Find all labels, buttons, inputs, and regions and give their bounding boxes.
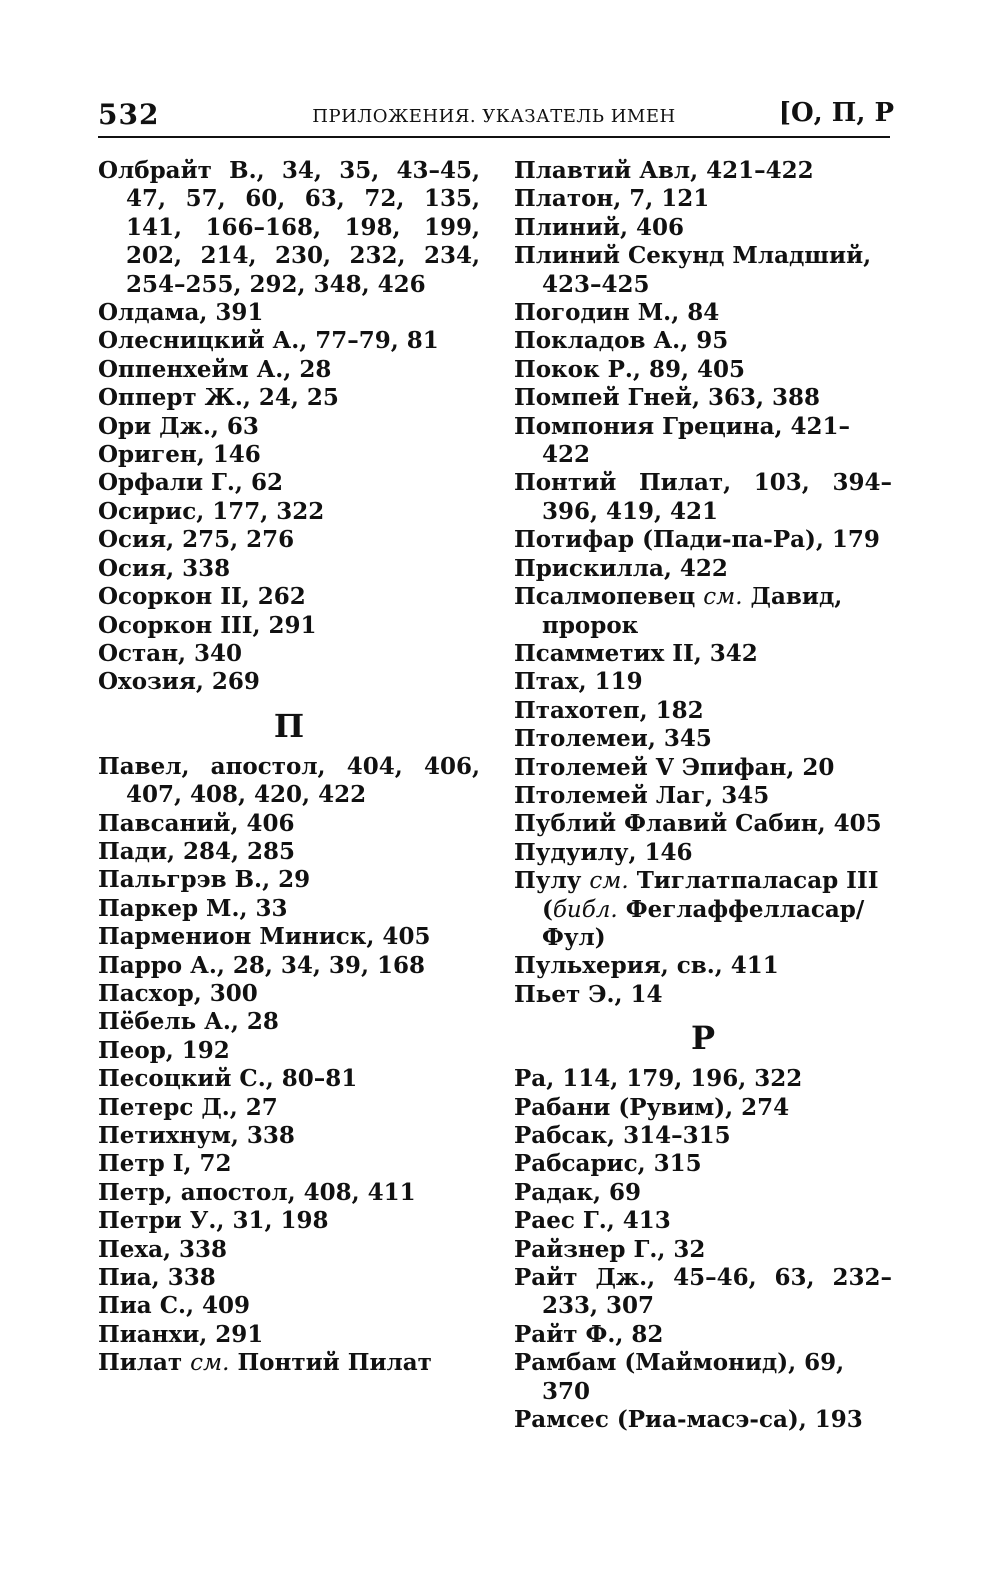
index-entry: Опперт Ж., 24, 25 <box>98 384 339 412</box>
index-entry: Пасхор, 300 <box>98 979 258 1007</box>
section-letter-p: П <box>273 706 305 745</box>
index-entry: Помпония Грецина, 421–422 <box>514 412 851 469</box>
index-entry: Рамсес (Риа-масэ-са), 193 <box>514 1406 863 1434</box>
running-title: ПРИЛОЖЕНИЯ. УКАЗАТЕЛЬ ИМЕН <box>312 106 676 127</box>
index-entry: Прискилла, 422 <box>514 554 728 582</box>
index-entry: Птолемеи, 345 <box>514 725 712 753</box>
index-entry: Райт Ф., 82 <box>514 1320 664 1348</box>
r-entries <box>514 1065 892 1434</box>
entry-target: Понтий Пилат <box>237 1349 432 1377</box>
index-entry: Осия, 338 <box>98 554 231 582</box>
index-entry: Псамметих II, 342 <box>514 639 758 667</box>
index-entry: Оппенхейм А., 28 <box>98 355 332 383</box>
index-entry: Пальгрэв В., 29 <box>98 866 311 894</box>
index-entry: Пиа, 338 <box>98 1264 216 1292</box>
index-entry: Птолемей V Эпифан, 20 <box>514 753 835 781</box>
index-entry: Рабани (Рувим), 274 <box>514 1093 790 1121</box>
page-number: 532 <box>98 98 160 131</box>
index-entry: Птолемей Лаг, 345 <box>514 781 770 809</box>
index-entry: Потифар (Пади-па-Ра), 179 <box>514 526 880 554</box>
entry-name: Пилат <box>98 1349 183 1377</box>
index-entry-pilat <box>98 1349 480 1377</box>
index-entry: Покладов А., 95 <box>514 327 729 355</box>
section-letter-r: Р <box>690 1019 716 1058</box>
entry-target: Давид, пророк <box>542 583 843 639</box>
p-entries <box>98 753 480 1378</box>
entry-rest: Феглаффелласар/ Фул) <box>542 895 865 951</box>
index-entry: Платон, 7, 121 <box>514 185 710 213</box>
index-entry: Паркер М., 33 <box>98 894 288 922</box>
index-entry: Петр I, 72 <box>98 1150 232 1178</box>
bibl-reference: библ. <box>552 896 618 923</box>
index-entry: Птахотеп, 182 <box>514 696 704 724</box>
index-entry: Пеор, 192 <box>98 1036 230 1064</box>
index-entry: Олдама, 391 <box>98 299 264 327</box>
index-entry: Пеха, 338 <box>98 1235 227 1263</box>
index-entry: Петихнум, 338 <box>98 1122 295 1149</box>
index-entry: Рабсарис, 315 <box>514 1150 702 1178</box>
entry-name: Псалмопевец <box>514 583 696 611</box>
index-entry: Помпей Гней, 363, 388 <box>514 384 821 412</box>
index-entry: Плиний, 406 <box>514 213 684 241</box>
index-entry: Охозия, 269 <box>98 668 260 696</box>
index-entry: Пади, 284, 285 <box>98 837 296 865</box>
index-entry: Осоркон III, 291 <box>98 611 317 639</box>
index-entry: Павсаний, 406 <box>98 809 295 837</box>
index-entry: Пьет Э., 14 <box>514 980 663 1008</box>
index-entry: Парменион Миниск, 405 <box>98 923 431 951</box>
index-entry: Олесницкий А., 77–79, 81 <box>98 327 439 355</box>
index-entry: Петр, апостол, 408, 411 <box>98 1178 416 1206</box>
running-header <box>98 96 894 138</box>
index-entry: Птах, 119 <box>514 668 643 696</box>
index-entry: Олбрайт В., 34, 35, 43–45, 47, 57, 60, 63, 72, 135, 141, 166–168, 198, 199, 202, 214, 230, 232, 234, 254–255, 292, 348, 426 <box>98 157 480 298</box>
index-entry-psalm <box>514 583 892 640</box>
see-reference: см. <box>589 868 629 895</box>
index-entry: Орфали Г., 62 <box>98 469 283 497</box>
index-entry: Публий Флавий Сабин, 405 <box>514 810 882 838</box>
index-entry: Плиний Секунд Младший, 423–425 <box>514 242 872 298</box>
index-entry: Рабсак, 314–315 <box>514 1122 731 1149</box>
index-entry: Радак, 69 <box>514 1178 642 1206</box>
index-entry: Ори Дж., 63 <box>98 412 259 440</box>
index-entry: Пёбель А., 28 <box>98 1008 279 1036</box>
left-column <box>98 157 480 1378</box>
index-entry: Осия, 275, 276 <box>98 526 295 554</box>
index-entry: Осоркон II, 262 <box>98 583 306 611</box>
index-entry: Раес Г., 413 <box>514 1207 671 1235</box>
index-entry: Пудуилу, 146 <box>514 838 693 866</box>
o-entries <box>98 157 480 697</box>
index-entry: Пульхерия, св., 411 <box>514 952 779 980</box>
index-entry: Плавтий Авл, 421–422 <box>514 157 814 184</box>
letter-range: [О, П, Р <box>778 98 894 128</box>
index-entry: Погодин М., 84 <box>514 299 720 327</box>
index-entry: Петри У., 31, 198 <box>98 1207 329 1235</box>
index-entry: Петерс Д., 27 <box>98 1093 278 1121</box>
index-entry: Ориген, 146 <box>98 441 261 469</box>
index-entry: Пианхи, 291 <box>98 1320 264 1348</box>
index-entry: Осирис, 177, 322 <box>98 497 325 525</box>
see-reference: см. <box>190 1350 230 1377</box>
index-entry: Райт Дж., 45–46, 63, 232–233, 307 <box>514 1264 892 1320</box>
p-entries-continued <box>514 157 892 1009</box>
right-column <box>514 157 892 1434</box>
index-entry: Парро А., 28, 34, 39, 168 <box>98 951 425 979</box>
entry-target: Тиглатпаласар III ( <box>542 867 879 923</box>
index-entry-pulu <box>514 867 892 952</box>
index-entry: Песоцкий С., 80–81 <box>98 1065 358 1093</box>
entry-name: Пулу <box>514 867 582 895</box>
index-entry: Павел, апостол, 404, 406, 407, 408, 420, 422 <box>98 752 480 809</box>
index-entry: Райзнер Г., 32 <box>514 1235 706 1263</box>
index-entry: Понтий Пилат, 103, 394–396, 419, 421 <box>514 469 892 525</box>
index-entry: Рамбам (Маймонид), 69, 370 <box>514 1349 845 1405</box>
index-entry: Пиа С., 409 <box>98 1292 251 1320</box>
see-reference: см. <box>703 584 743 611</box>
index-entry: Покок Р., 89, 405 <box>514 355 745 383</box>
index-entry: Остан, 340 <box>98 639 243 667</box>
index-entry: Ра, 114, 179, 196, 322 <box>514 1065 803 1093</box>
